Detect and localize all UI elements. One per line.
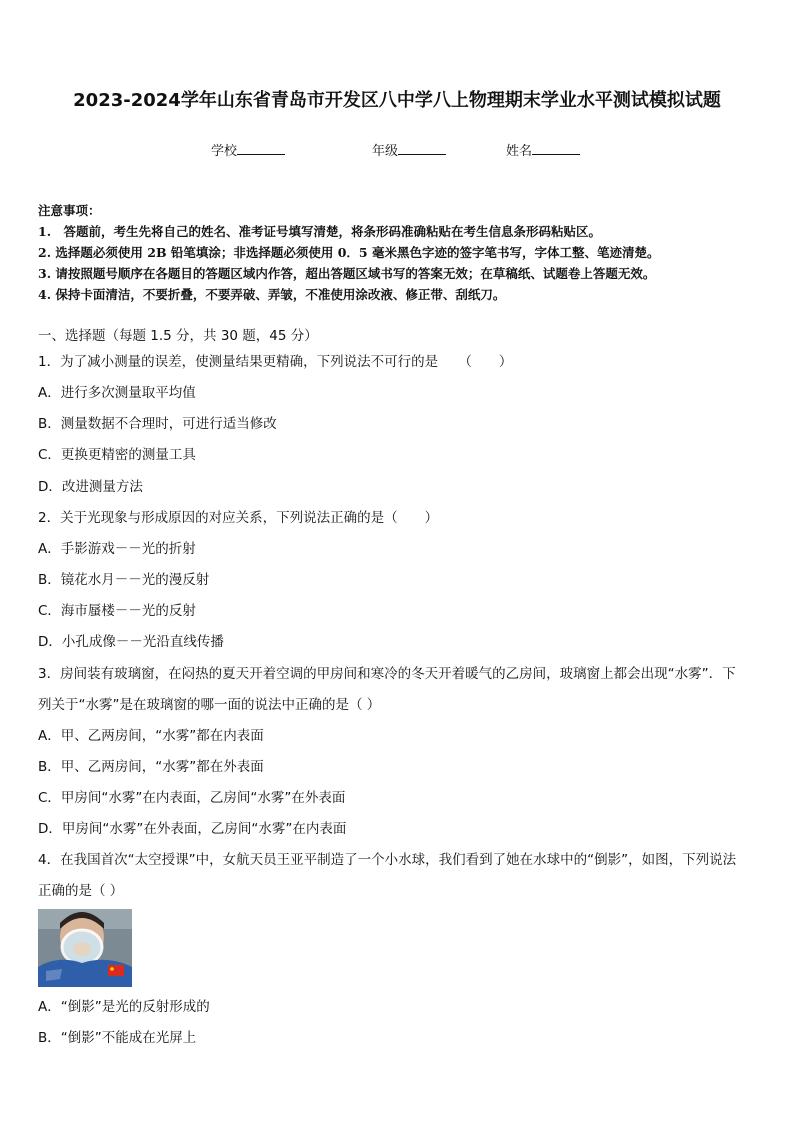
astronaut-photo-icon: [38, 909, 132, 987]
answer-option: C．更换更精密的测量工具: [38, 447, 196, 463]
school-label: 学校: [211, 144, 238, 159]
notes-heading: 注意事项：: [38, 203, 101, 218]
question-stem: 正确的是（ ）: [38, 883, 124, 899]
name-label: 姓名: [506, 144, 533, 159]
question-stem: 4．在我国首次“太空授课”中，女航天员王亚平制造了一个小水球，我们看到了她在水球中的“倒影”，如图，下列说法: [38, 852, 737, 868]
answer-option: A．进行多次测量取平均值: [38, 385, 196, 401]
exam-title: 2023-2024学年山东省青岛市开发区八中学八上物理期末学业水平测试模拟试题: [73, 90, 721, 111]
astronaut-water-ball-photo: [38, 909, 132, 987]
question-stem: 1．为了减小测量的误差，使测量结果更精确，下列说法不可行的是 （ ）: [38, 354, 513, 370]
answer-option: D．改进测量方法: [38, 479, 143, 495]
note-item: 1. 答题前，考生先将自己的姓名、准考证号填写清楚，将条形码准确粘贴在考生信息条形码粘贴区。: [38, 224, 602, 239]
answer-option: C．甲房间“水雾”在内表面，乙房间“水雾”在外表面: [38, 790, 346, 806]
answer-option: A．“倒影”是光的反射形成的: [38, 999, 210, 1015]
answer-option: A．手影游戏－－光的折射: [38, 541, 196, 557]
school-field: [211, 140, 285, 159]
grade-blank: [398, 142, 446, 155]
question-stem: 3．房间装有玻璃窗，在闷热的夏天开着空调的甲房间和寒冷的冬天开着暖气的乙房间，玻璃窗上都会出现“水雾”．下: [38, 666, 736, 682]
name-field: [506, 140, 580, 159]
note-item: 3. 请按照题号顺序在各题目的答题区域内作答，超出答题区域书写的答案无效；在草稿纸、试题卷上答题无效。: [38, 266, 656, 281]
answer-option: B．甲、乙两房间，“水雾”都在外表面: [38, 759, 264, 775]
answer-option: A．甲、乙两房间，“水雾”都在内表面: [38, 728, 264, 744]
school-blank: [237, 142, 285, 155]
grade-label: 年级: [372, 144, 399, 159]
section-heading: 一、选择题（每题 1.5 分，共 30 题，45 分）: [38, 328, 318, 344]
answer-option: D．甲房间“水雾”在外表面，乙房间“水雾”在内表面: [38, 821, 347, 837]
question-stem: 2．关于光现象与形成原因的对应关系，下列说法正确的是（ ）: [38, 510, 439, 526]
answer-option: D．小孔成像－－光沿直线传播: [38, 634, 224, 650]
grade-field: [372, 140, 446, 159]
answer-option: B．“倒影”不能成在光屏上: [38, 1030, 197, 1046]
question-stem: 列关于“水雾”是在玻璃窗的哪一面的说法中正确的是（ ）: [38, 697, 381, 713]
answer-option: B．测量数据不合理时，可进行适当修改: [38, 416, 277, 432]
note-item: 4. 保持卡面清洁，不要折叠，不要弄破、弄皱，不准使用涂改液、修正带、刮纸刀。: [38, 287, 506, 302]
answer-option: B．镜花水月－－光的漫反射: [38, 572, 210, 588]
name-blank: [532, 142, 580, 155]
answer-option: C．海市蜃楼－－光的反射: [38, 603, 196, 619]
note-item: 2. 选择题必须使用 2B 铅笔填涂；非选择题必须使用 0．5 毫米黑色字迹的签字笔书写，字体工整、笔迹清楚。: [38, 245, 660, 260]
